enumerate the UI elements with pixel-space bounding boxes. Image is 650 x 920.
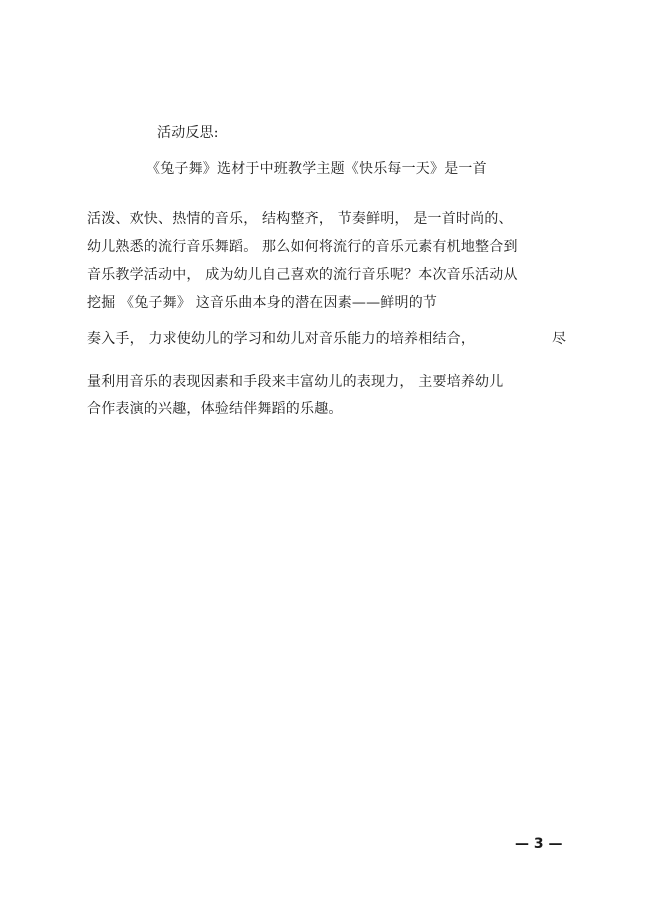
paragraph-line-fragment: 尽 [552, 331, 567, 347]
paragraph-line: 活泼、欢快、热情的音乐， 结构整齐， 节奏鲜明， 是一首时尚的、 [87, 211, 513, 227]
page-number: — 3 — [515, 836, 563, 852]
paragraph-line: 《兔子舞》选材于中班教学主题《快乐每一天》是一首 [146, 161, 487, 177]
paragraph-line: 量利用音乐的表现因素和手段来丰富幼儿的表现力， 主要培养幼儿 [87, 374, 504, 390]
paragraph-line: 挖掘 《兔子舞》 这音乐曲本身的潜在因素——鲜明的节 [87, 295, 438, 311]
paragraph-line: 奏入手， 力求使幼儿的学习和幼儿对音乐能力的培养相结合， [87, 331, 476, 347]
section-heading: 活动反思: [157, 125, 219, 141]
paragraph-line: 合作表演的兴趣，体验结伴舞蹈的乐趣。 [87, 401, 343, 417]
paragraph-line: 幼儿熟悉的流行音乐舞蹈。 那么如何将流行的音乐元素有机地整合到 [87, 239, 518, 255]
paragraph-line: 音乐教学活动中， 成为幼儿自己喜欢的流行音乐呢？本次音乐活动从 [87, 267, 518, 283]
